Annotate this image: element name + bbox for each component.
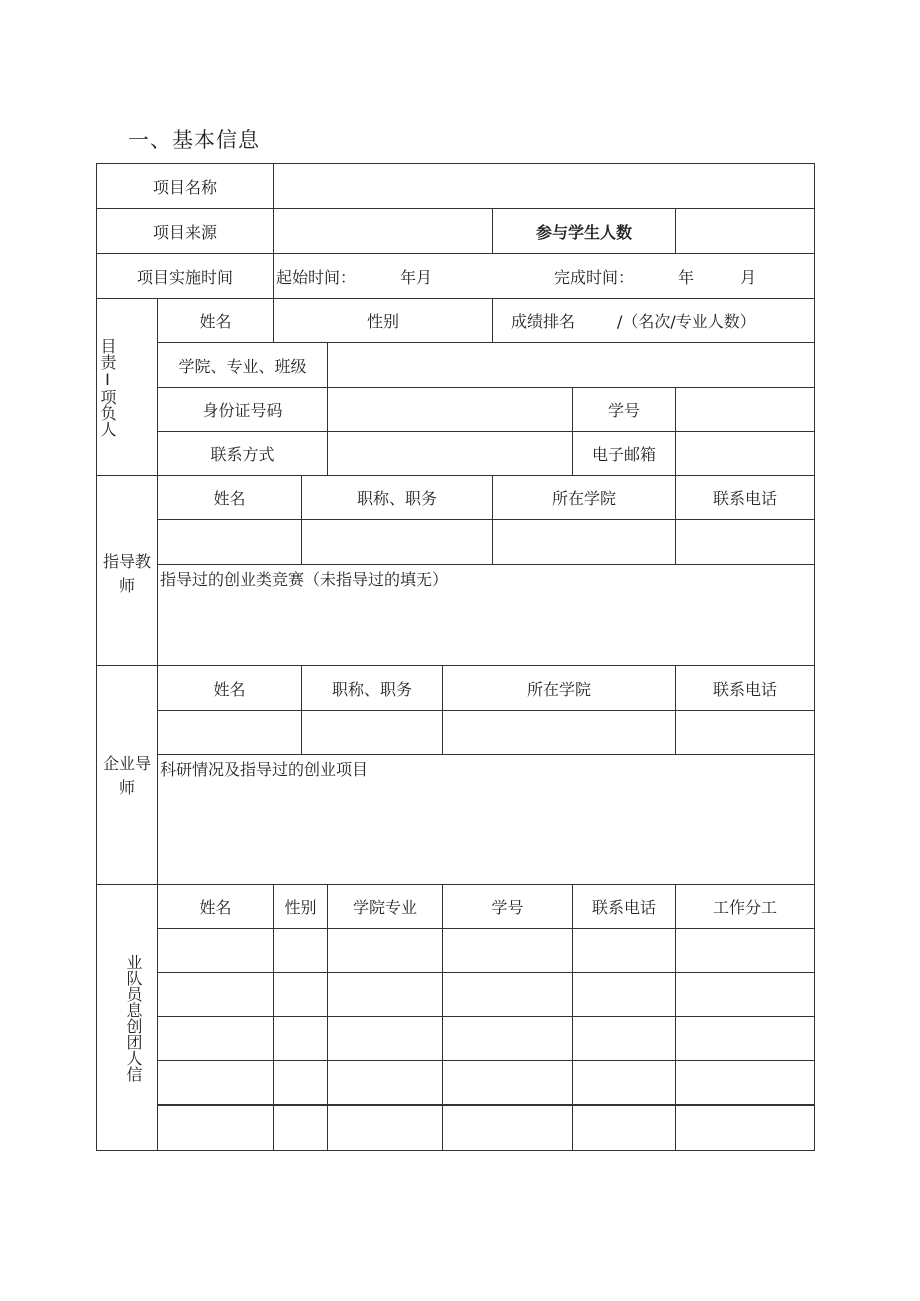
project-source-label xyxy=(96,208,274,254)
team-header-name xyxy=(157,884,274,929)
team-row-1-role-field[interactable] xyxy=(675,928,815,973)
label-text: 学号 xyxy=(607,401,640,420)
team-row-2-role-field[interactable] xyxy=(675,972,815,1017)
header-text: 联系电话 xyxy=(712,489,777,508)
mentor-note-field[interactable] xyxy=(157,754,815,885)
label-text: 联系方式 xyxy=(210,445,275,464)
team-row-5-major-field[interactable] xyxy=(327,1105,443,1151)
advisor-header-title xyxy=(301,475,493,520)
label-text: 项目名称 xyxy=(152,177,217,197)
mentor-header-phone xyxy=(675,665,815,711)
team-row-4-name-field[interactable] xyxy=(157,1060,274,1105)
advisor-name-field[interactable] xyxy=(157,519,302,565)
note-text: 科研情况及指导过的创业项目 xyxy=(160,760,369,779)
side-label-text: 业队员息创团人信 xyxy=(124,953,143,1082)
team-header-phone xyxy=(572,884,676,929)
header-text: 联系电话 xyxy=(712,679,777,699)
advisor-college-field[interactable] xyxy=(492,519,676,565)
header-text: 职称、职务 xyxy=(331,679,412,699)
header-text: 姓名 xyxy=(213,679,246,699)
advisor-header-name xyxy=(157,475,302,520)
team-row-2-gender-field[interactable] xyxy=(273,972,328,1017)
end-month: 月 xyxy=(740,267,757,287)
advisor-title-field[interactable] xyxy=(301,519,493,565)
team-row-5-phone-field[interactable] xyxy=(572,1105,676,1151)
leader-rank-field[interactable] xyxy=(492,298,815,343)
team-row-2-student-no-field[interactable] xyxy=(442,972,573,1017)
mentor-header-title xyxy=(301,665,443,711)
team-row-3-student-no-field[interactable] xyxy=(442,1016,573,1061)
team-row-5-name-field[interactable] xyxy=(157,1105,274,1151)
leader-email-label xyxy=(572,431,676,476)
team-row-4-role-field[interactable] xyxy=(675,1060,815,1105)
team-row-2-phone-field[interactable] xyxy=(572,972,676,1017)
period-label xyxy=(96,253,274,299)
leader-college-field[interactable] xyxy=(327,342,815,388)
leader-id-label xyxy=(157,387,328,432)
leader-side-label xyxy=(96,298,158,476)
leader-email-field[interactable] xyxy=(675,431,815,476)
start-year-month: 年月 xyxy=(400,267,433,287)
advisor-header-college xyxy=(492,475,676,520)
team-header-major xyxy=(327,884,443,929)
team-row-4-student-no-field[interactable] xyxy=(442,1060,573,1105)
header-text: 学院专业 xyxy=(352,898,417,917)
team-row-1-name-field[interactable] xyxy=(157,928,274,973)
team-row-1-phone-field[interactable] xyxy=(572,928,676,973)
period-field[interactable] xyxy=(273,253,815,299)
rank-label: 成绩排名 xyxy=(511,312,576,331)
header-text: 工作分工 xyxy=(712,898,777,917)
side-label-text: 指导教师 xyxy=(102,551,151,595)
leader-contact-field[interactable] xyxy=(327,431,573,476)
leader-id-field[interactable] xyxy=(327,387,573,432)
label-text: 性别 xyxy=(366,312,399,331)
advisor-note-field[interactable] xyxy=(157,564,815,666)
team-row-4-major-field[interactable] xyxy=(327,1060,443,1105)
leader-contact-label xyxy=(157,431,328,476)
side-label-text: 目责I项负人 xyxy=(98,337,117,437)
header-text: 姓名 xyxy=(213,489,246,508)
mentor-header-name xyxy=(157,665,302,711)
label-text: 项目实施时间 xyxy=(136,267,233,287)
header-text: 所在学院 xyxy=(551,489,616,508)
project-name-field[interactable] xyxy=(273,163,815,209)
header-text: 学号 xyxy=(491,898,524,917)
team-row-3-phone-field[interactable] xyxy=(572,1016,676,1061)
mentor-name-field[interactable] xyxy=(157,710,302,755)
team-header-student-no xyxy=(442,884,573,929)
header-text: 性别 xyxy=(284,898,317,917)
leader-name-label xyxy=(157,298,274,343)
header-text: 所在学院 xyxy=(526,679,591,699)
leader-gender-label xyxy=(273,298,493,343)
end-label: 完成时间： xyxy=(554,267,635,287)
leader-student-no-label xyxy=(572,387,676,432)
advisor-side-label xyxy=(96,475,158,666)
team-header-gender xyxy=(273,884,328,929)
label-text: 参与学生人数 xyxy=(535,222,632,242)
team-row-1-student-no-field[interactable] xyxy=(442,928,573,973)
mentor-title-field[interactable] xyxy=(301,710,443,755)
mentor-phone-field[interactable] xyxy=(675,710,815,755)
leader-student-no-field[interactable] xyxy=(675,387,815,432)
team-row-1-major-field[interactable] xyxy=(327,928,443,973)
team-header-role xyxy=(675,884,815,929)
side-label-text: 企业导师 xyxy=(102,754,151,797)
header-text: 联系电话 xyxy=(591,898,656,917)
leader-college-label xyxy=(157,342,328,388)
header-text: 姓名 xyxy=(199,898,232,917)
project-name-label xyxy=(96,163,274,209)
mentor-side-label xyxy=(96,665,158,885)
student-count-field[interactable] xyxy=(675,208,815,254)
label-text: 身份证号码 xyxy=(202,401,283,420)
team-side-label xyxy=(96,884,158,1151)
rank-hint: /（名次/专业人数） xyxy=(617,312,756,331)
team-row-5-student-no-field[interactable] xyxy=(442,1105,573,1151)
team-row-3-name-field[interactable] xyxy=(157,1016,274,1061)
label-text: 项目来源 xyxy=(152,222,217,242)
team-row-4-phone-field[interactable] xyxy=(572,1060,676,1105)
project-source-field[interactable] xyxy=(273,208,493,254)
team-row-5-role-field[interactable] xyxy=(675,1105,815,1151)
team-row-1-gender-field[interactable] xyxy=(273,928,328,973)
advisor-header-phone xyxy=(675,475,815,520)
team-row-5-gender-field[interactable] xyxy=(273,1105,328,1151)
team-row-3-gender-field[interactable] xyxy=(273,1016,328,1061)
label-text: 姓名 xyxy=(199,312,232,331)
team-row-3-major-field[interactable] xyxy=(327,1016,443,1061)
team-row-3-role-field[interactable] xyxy=(675,1016,815,1061)
mentor-header-college xyxy=(442,665,676,711)
section-title: 一、基本信息 xyxy=(128,128,260,152)
label-text: 电子邮箱 xyxy=(591,445,656,464)
team-row-4-gender-field[interactable] xyxy=(273,1060,328,1105)
mentor-college-field[interactable] xyxy=(442,710,676,755)
advisor-phone-field[interactable] xyxy=(675,519,815,565)
header-text: 职称、职务 xyxy=(356,489,437,508)
team-row-2-major-field[interactable] xyxy=(327,972,443,1017)
start-label: 起始时间： xyxy=(276,267,357,287)
note-text: 指导过的创业类竞赛（未指导过的填无） xyxy=(160,570,449,589)
team-row-2-name-field[interactable] xyxy=(157,972,274,1017)
end-year: 年 xyxy=(678,267,695,287)
label-text: 学院、专业、班级 xyxy=(178,356,307,376)
student-count-label xyxy=(492,208,676,254)
